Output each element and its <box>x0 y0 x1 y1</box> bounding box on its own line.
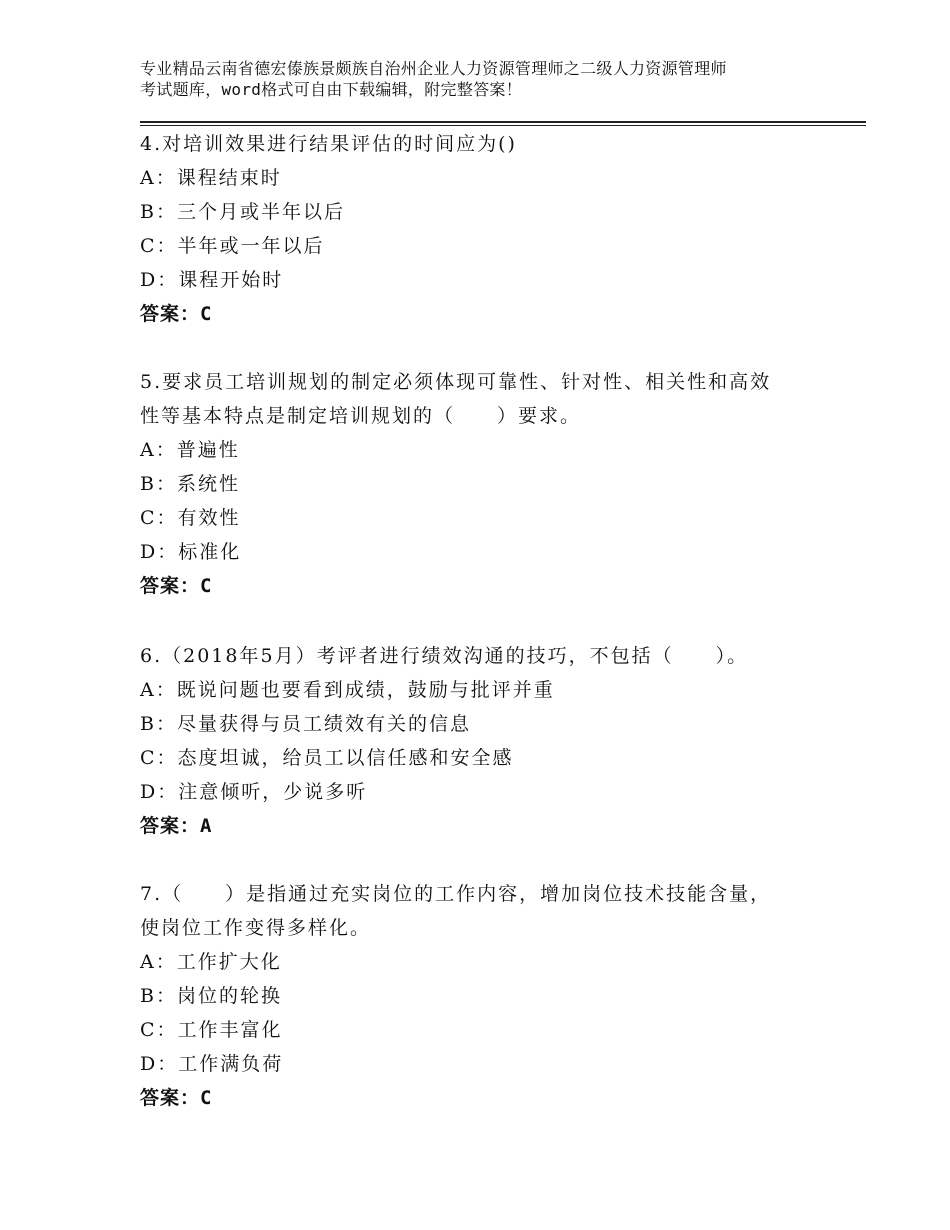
header-divider-thin <box>140 125 866 126</box>
question-7 <box>140 877 830 1115</box>
option-c: C：态度坦诚，给员工以信任感和安全感 <box>140 747 514 769</box>
answer-line <box>140 1081 830 1115</box>
option-d: D：课程开始时 <box>140 269 284 291</box>
option-d: D：工作满负荷 <box>140 1053 284 1075</box>
question-6 <box>140 639 830 843</box>
question-stem-line-1: 7.（ ）是指通过充实岗位的工作内容，增加岗位技术技能含量， <box>140 883 772 905</box>
option-d: D：注意倾听，少说多听 <box>140 781 368 803</box>
option-a: A：课程结束时 <box>140 167 282 189</box>
question-stem-line-2: 使岗位工作变得多样化。 <box>140 917 372 939</box>
answer-line <box>140 569 830 603</box>
option-d: D：标准化 <box>140 541 242 563</box>
header-title-line-2: 考试题库，word格式可自由下载编辑，附完整答案！ <box>140 80 523 99</box>
answer-label: 答案： <box>140 303 201 325</box>
option-c: C：工作丰富化 <box>140 1019 283 1041</box>
option-b: B：系统性 <box>140 473 240 495</box>
question-4 <box>140 127 830 331</box>
document-header <box>140 58 840 100</box>
option-c: C：半年或一年以后 <box>140 235 325 257</box>
option-a: A：工作扩大化 <box>140 951 282 973</box>
answer-value: C <box>200 303 213 325</box>
option-a: A：普遍性 <box>140 439 240 461</box>
answer-label: 答案： <box>140 815 201 837</box>
question-stem-line-1: 5.要求员工培训规划的制定必须体现可靠性、针对性、相关性和高效 <box>140 371 772 393</box>
question-stem: 6.（2018年5月）考评者进行绩效沟通的技巧，不包括（ ）。 <box>140 645 749 667</box>
answer-value: C <box>200 1087 213 1109</box>
header-divider-thick <box>140 121 866 123</box>
answer-line <box>140 297 830 331</box>
option-a: A：既说问题也要看到成绩，鼓励与批评并重 <box>140 679 555 701</box>
option-b: B：岗位的轮换 <box>140 985 282 1007</box>
answer-line <box>140 809 830 843</box>
option-b: B：三个月或半年以后 <box>140 201 345 223</box>
answer-label: 答案： <box>140 575 201 597</box>
question-stem: 4.对培训效果进行结果评估的时间应为() <box>140 133 517 155</box>
question-5 <box>140 365 830 603</box>
answer-value: C <box>200 575 213 597</box>
answer-value: A <box>200 815 213 837</box>
header-title-line-1: 专业精品云南省德宏傣族景颇族自治州企业人力资源管理师之二级人力资源管理师 <box>140 59 727 78</box>
question-stem-line-2: 性等基本特点是制定培训规划的（ ）要求。 <box>140 405 582 427</box>
answer-label: 答案： <box>140 1087 201 1109</box>
option-c: C：有效性 <box>140 507 241 529</box>
option-b: B：尽量获得与员工绩效有关的信息 <box>140 713 471 735</box>
